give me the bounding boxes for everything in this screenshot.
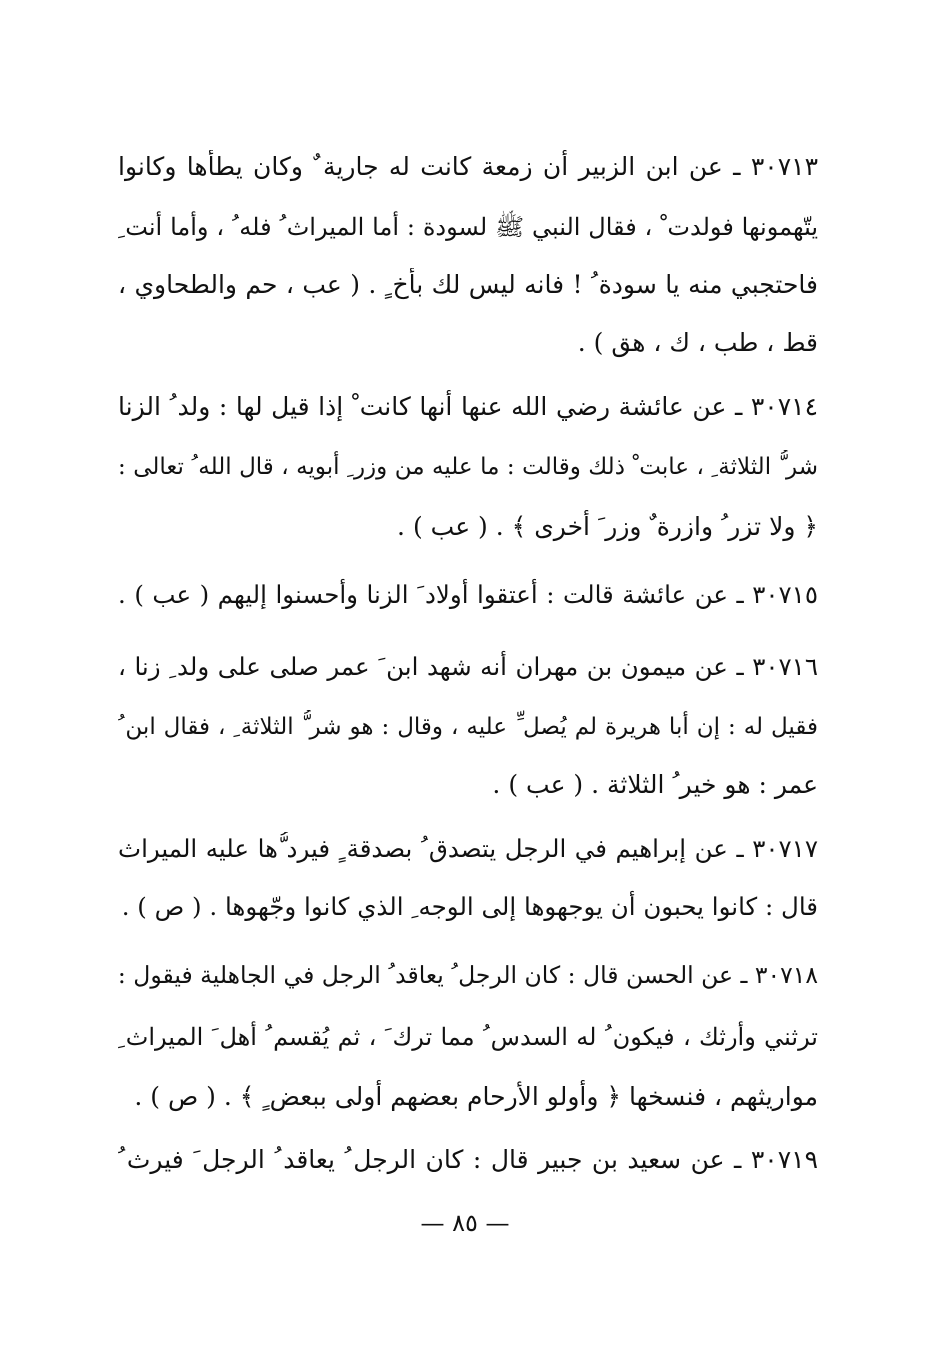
entry-30716-line-3: عمر : هو خير ُ الثلاثة . ( عب ) . bbox=[492, 770, 818, 799]
entry-30713-line-2: يتّهمونها فولدت ْ ، فقال النبي ﷺ لسودة : أما الميراث ُ فله ُ ، وأما أنت ِ bbox=[118, 213, 818, 241]
entry-30714-line-2: شر ُّ الثلاثة ِ ، عابت ْ ذلك وقالت : ما عليه من وزر ِ أبويه ، قال الله ُ تعالى : bbox=[118, 454, 818, 480]
entry-30717-line-2: قال : كانوا يحبون أن يوجهوها إلى الوجه ِ الذي كانوا وجّهوها . ( ص ) . bbox=[121, 892, 818, 921]
entry-30718-line-2: ترثني وأرثك ، فيكون ُ له السدس ُ مما ترك َ ، ثم يُقسم ُ أهل َ الميراث ِ bbox=[118, 1023, 818, 1051]
entry-30717-line-1: ٣٠٧١٧ ـ عن إبراهيم في الرجل يتصدق ُ بصدقة ٍ فيرد ُّها عليه الميراث bbox=[118, 834, 818, 863]
entry-30713-line-1: ٣٠٧١٣ ـ عن ابن الزبير أن زمعة كانت له جارية ٌ وكان يطأها وكانوا bbox=[118, 152, 818, 181]
entry-30716-line-1: ٣٠٧١٦ ـ عن ميمون بن مهران أنه شهد ابن َ عمر صلى على ولد ِ زنا ، bbox=[118, 652, 818, 681]
entry-30716-line-2: فقيل له : إن أبا هريرة لم يُصل ِّ عليه ، وقال : هو شر ُّ الثلاثة ِ ، فقال ابن ُ bbox=[118, 714, 818, 740]
entry-30718-line-1: ٣٠٧١٨ ـ عن الحسن قال : كان الرجل ُ يعاقد ُ الرجل في الجاهلية فيقول : bbox=[118, 961, 818, 989]
entry-30714-line-1: ٣٠٧١٤ ـ عن عائشة رضي الله عنها أنها كانت ْ إذا قيل لها : ولد ُ الزنا bbox=[118, 392, 818, 421]
entry-30713-line-3: فاحتجبي منه يا سودة ُ ! فانه ليس لك بأخ ٍ . ( عب ، حم والطحاوي ، bbox=[118, 270, 818, 299]
entry-30718-line-3: مواريثهم ، فنسخها ﴿ وأولو الأرحام بعضهم أولى ببعض ٍ ﴾ . ( ص ) . bbox=[134, 1082, 818, 1111]
entry-30713-line-4: قط ، طب ، ك ، هق ) . bbox=[577, 328, 818, 357]
entry-30714-line-3: ﴿ ولا تزر ُ وازرة ٌ وزر َ أخرى ﴾ . ( عب ) . bbox=[397, 512, 818, 541]
entry-30719-line-1: ٣٠٧١٩ ـ عن سعيد بن جبير قال : كان الرجل ُ يعاقد ُ الرجل َ فيرث ُ bbox=[118, 1145, 818, 1174]
page-number: — ٨٥ — bbox=[420, 1209, 510, 1237]
entry-30715-line-1: ٣٠٧١٥ ـ عن عائشة قالت : أعتقوا أولاد َ الزنا وأحسنوا إليهم ( عب ) . bbox=[118, 580, 818, 609]
